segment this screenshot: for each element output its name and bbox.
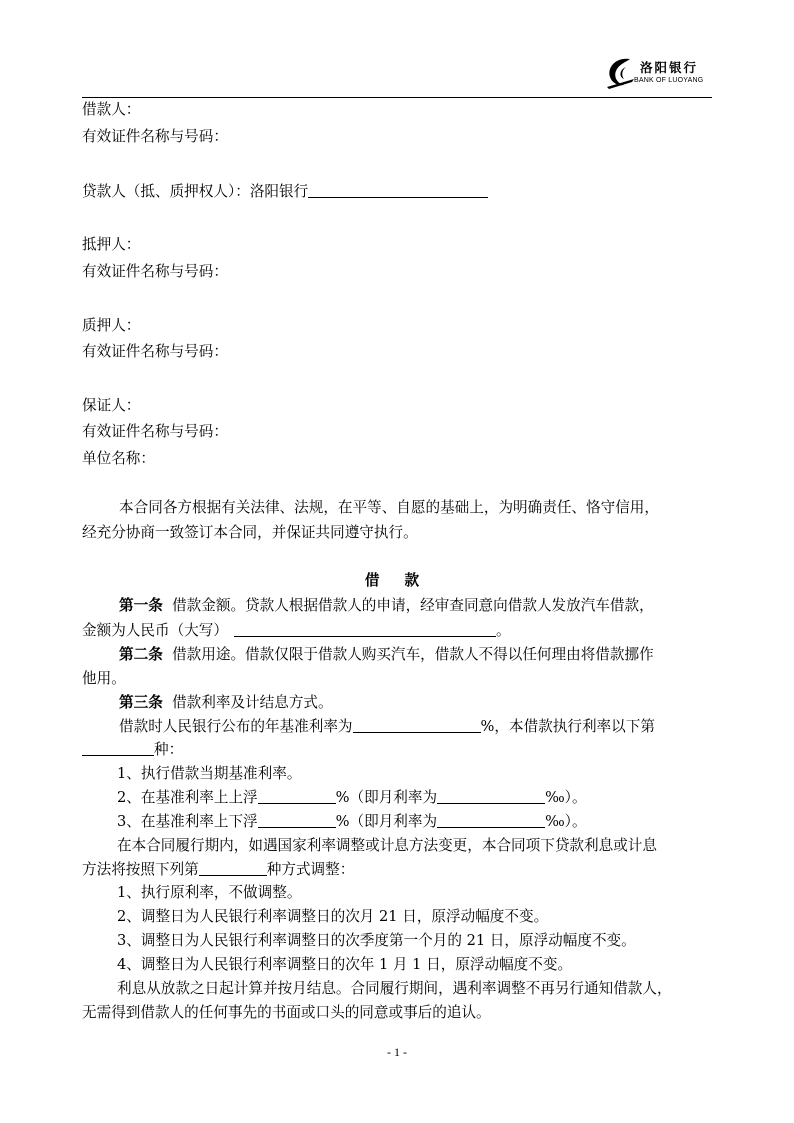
- article-2-text: 借款用途。借款仅限于借款人购买汽车，借款人不得以任何理由将借款挪作: [172, 646, 654, 663]
- header-divider: [82, 97, 712, 98]
- float-up-label: 2、在基准利率上上浮: [117, 789, 258, 806]
- adjust-method-end: 种方式调整：: [266, 861, 355, 878]
- adjust-option-2: 2、调整日为人民银行利率调整日的次月 21 日，原浮动幅度不变。: [117, 908, 549, 925]
- article-1-line-2: [82, 622, 511, 640]
- borrower-label: 借款人：: [82, 101, 141, 118]
- bank-logo: [604, 55, 716, 91]
- section-title: 借 款: [364, 572, 430, 589]
- adjust-option-3: 3、调整日为人民银行利率调整日的次季度第一个月的 21 日，原浮动幅度不变。: [117, 932, 636, 949]
- rate-option-end: 种：: [154, 741, 184, 758]
- lender-line: [82, 183, 488, 201]
- base-rate-line: [119, 718, 655, 736]
- base-rate-label: 借款时人民银行公布的年基准利率为: [119, 718, 353, 735]
- borrower-id-label: 有效证件名称与号码：: [82, 128, 228, 145]
- base-rate-blank[interactable]: [353, 718, 481, 733]
- amount-blank[interactable]: [234, 622, 496, 637]
- lender-label: 贷款人（抵、质押权人）：洛阳银行: [82, 183, 309, 200]
- float-up-blank[interactable]: [258, 789, 336, 804]
- preamble-line-1: 本合同各方根据有关法律、法规，在平等、自愿的基础上，为明确责任、恪守信用，: [119, 499, 659, 516]
- article-2-line-2: 他用。: [82, 670, 126, 687]
- rate-option-line: [82, 741, 183, 759]
- adjust-option-4: 4、调整日为人民银行利率调整日的次年 1 月 1 日，原浮动幅度不变。: [117, 956, 573, 973]
- article-1-text: 借款金额。贷款人根据借款人的申请，经审查同意向借款人发放汽车借款，: [172, 597, 654, 614]
- guarantor-id-label: 有效证件名称与号码：: [82, 423, 228, 440]
- bank-name: 洛阳银行: [640, 60, 699, 75]
- unit-name-label: 单位名称：: [82, 450, 155, 467]
- pledgor-id-label: 有效证件名称与号码：: [82, 343, 228, 360]
- float-up-end: ‰）。: [545, 789, 587, 806]
- adjust-line-1: 在本合同履行期内，如遇国家利率调整或计息方法变更，本合同项下贷款利息或计息: [117, 837, 657, 854]
- mortgagor-label: 抵押人：: [82, 236, 141, 253]
- amount-end: 。: [495, 622, 511, 639]
- article-1-label: 第一条: [119, 597, 163, 614]
- article-3-heading: 借款利率及计结息方式。: [172, 694, 333, 711]
- adjust-method-label: 方法将按照下列第: [82, 861, 199, 878]
- interest-line-2: 无需得到借款人的任何事先的书面或口头的同意或事后的追认。: [82, 1004, 491, 1021]
- amount-label: 金额为人民币（大写）: [82, 622, 228, 639]
- lender-branch-blank[interactable]: [308, 183, 488, 198]
- adjust-method-blank[interactable]: [199, 861, 267, 876]
- article-2-line-1: [119, 646, 654, 664]
- rate-option-blank[interactable]: [82, 741, 154, 756]
- base-rate-mid: %，本借款执行利率以下第: [480, 718, 655, 735]
- adjust-line-2: [82, 861, 354, 879]
- article-3-line-1: [119, 694, 333, 712]
- rate-option-1: 1、执行借款当期基准利率。: [117, 765, 302, 782]
- page-number: - 1 -: [387, 1045, 407, 1059]
- article-1-line-1: [119, 597, 654, 615]
- bank-name-en: BANK OF LUOYANG: [634, 77, 704, 84]
- float-down-monthly-blank[interactable]: [437, 813, 545, 828]
- interest-line-1: 利息从放款之日起计算并按月结息。合同履行期间，遇利率调整不再另行通知借款人，: [117, 980, 672, 997]
- rate-option-3: [117, 813, 587, 831]
- pledgor-label: 质押人：: [82, 317, 141, 334]
- float-down-mid: %（即月利率为: [335, 813, 438, 830]
- rate-option-2: [117, 789, 587, 807]
- adjust-option-1: 1、执行原利率，不做调整。: [117, 884, 302, 901]
- float-up-monthly-blank[interactable]: [437, 789, 545, 804]
- article-3-label: 第三条: [119, 694, 163, 711]
- float-down-blank[interactable]: [258, 813, 336, 828]
- preamble-line-2: 经充分协商一致签订本合同，并保证共同遵守执行。: [82, 524, 418, 541]
- float-down-label: 3、在基准利率上下浮: [117, 813, 258, 830]
- mortgagor-id-label: 有效证件名称与号码：: [82, 263, 228, 280]
- float-down-end: ‰）。: [545, 813, 587, 830]
- article-2-label: 第二条: [119, 646, 163, 663]
- guarantor-label: 保证人：: [82, 397, 141, 414]
- float-up-mid: %（即月利率为: [335, 789, 438, 806]
- luoyang-bank-logo-icon: [604, 55, 638, 91]
